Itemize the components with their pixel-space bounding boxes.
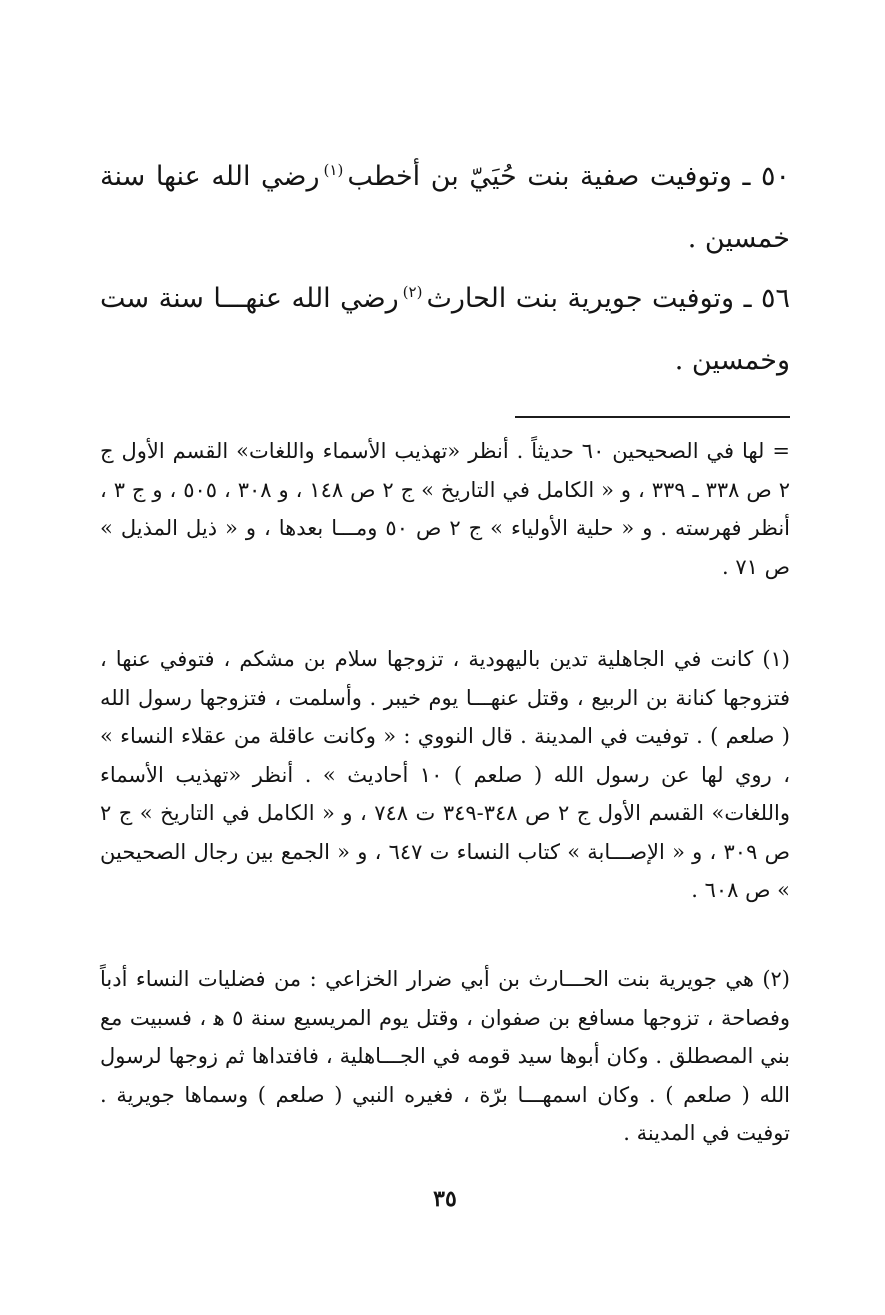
footnote-separator xyxy=(515,416,790,418)
entry-safiyya xyxy=(100,146,790,270)
entry-text: رضي الله عنهـــا سنة ست وخمسين . xyxy=(100,283,790,376)
book-page xyxy=(100,0,790,1315)
page-number: ٣٥ xyxy=(433,1186,457,1212)
footnote-2: (٢) هي جويرية بنت الحـــارث بن أبي ضرار الخزاعي : من فضليات النساء أدباً وفصاحة ، تزوجها مسافع بن صفوان ، وقتل يوم المريسيع سنة ٥ ﻫ ، فسبيت مع بني المصطلق . وكان أبوها سيد قومه في الجـــاهلية ، فافتداها ثم زوجها لرسول الله ( صلعم ) . وكان اسمهـــا برّة ، فغيره النبي ( صلعم ) وسماها جويرية . توفيت في المدينة . xyxy=(100,967,791,1145)
entry-juwayriyya xyxy=(100,268,790,392)
entry-text: ٥٦ ـ وتوفيت جويرية بنت الحارث xyxy=(426,283,791,314)
footnote-1: (١) كانت في الجاهلية تدين باليهودية ، تزوجها سلام بن مشكم ، فتوفي عنها ، فتزوجها كنانة بن الربيع ، وقتل عنهـــا يوم خيبر . وأسلمت ، فتزوجها رسول الله ( صلعم ) . توفيت في المدينة . قال النووي : « وكانت عاقلة من عقلاء النساء » ، روي لها عن رسول الله ( صلعم ) ١٠ أحاديث » . أنظر «تهذيب الأسماء واللغات» القسم الأول ج ٢ ص ٣٤٨-٣٤٩ ت ٧٤٨ ، و « الكامل في التاريخ » ج ٢ ص ٣٠٩ ، و « الإصـــابة » كتاب النساء ت ٦٤٧ ، و « الجمع بين رجال الصحيحين » ص ٦٠٨ . xyxy=(100,647,790,902)
footnote-ref-1: (١) xyxy=(323,161,344,179)
entry-text: رضي الله عنها سنة خمسين . xyxy=(100,161,790,254)
footnote-continuation: = لها في الصحيحين ٦٠ حديثاً . أنظر «تهذيب الأسماء واللغات» القسم الأول ج ٢ ص ٣٣٨ ـ ٣٣٩ ، و « الكامل في التاريخ » ج ٢ ص ١٤٨ ، و ٣٠٨ ، ٥٠٥ ، و ج ٣ ، أنظر فهرسته . و « حلية الأولياء » ج ٢ ص ٥٠ ومـــا بعدها ، و « ذيل المذيل » ص ٧١ . xyxy=(100,439,790,579)
entry-text: ٥٠ ـ وتوفيت صفية بنت حُيَيّ بن أخطب xyxy=(347,161,790,192)
footnote-ref-2: (٢) xyxy=(402,283,423,301)
